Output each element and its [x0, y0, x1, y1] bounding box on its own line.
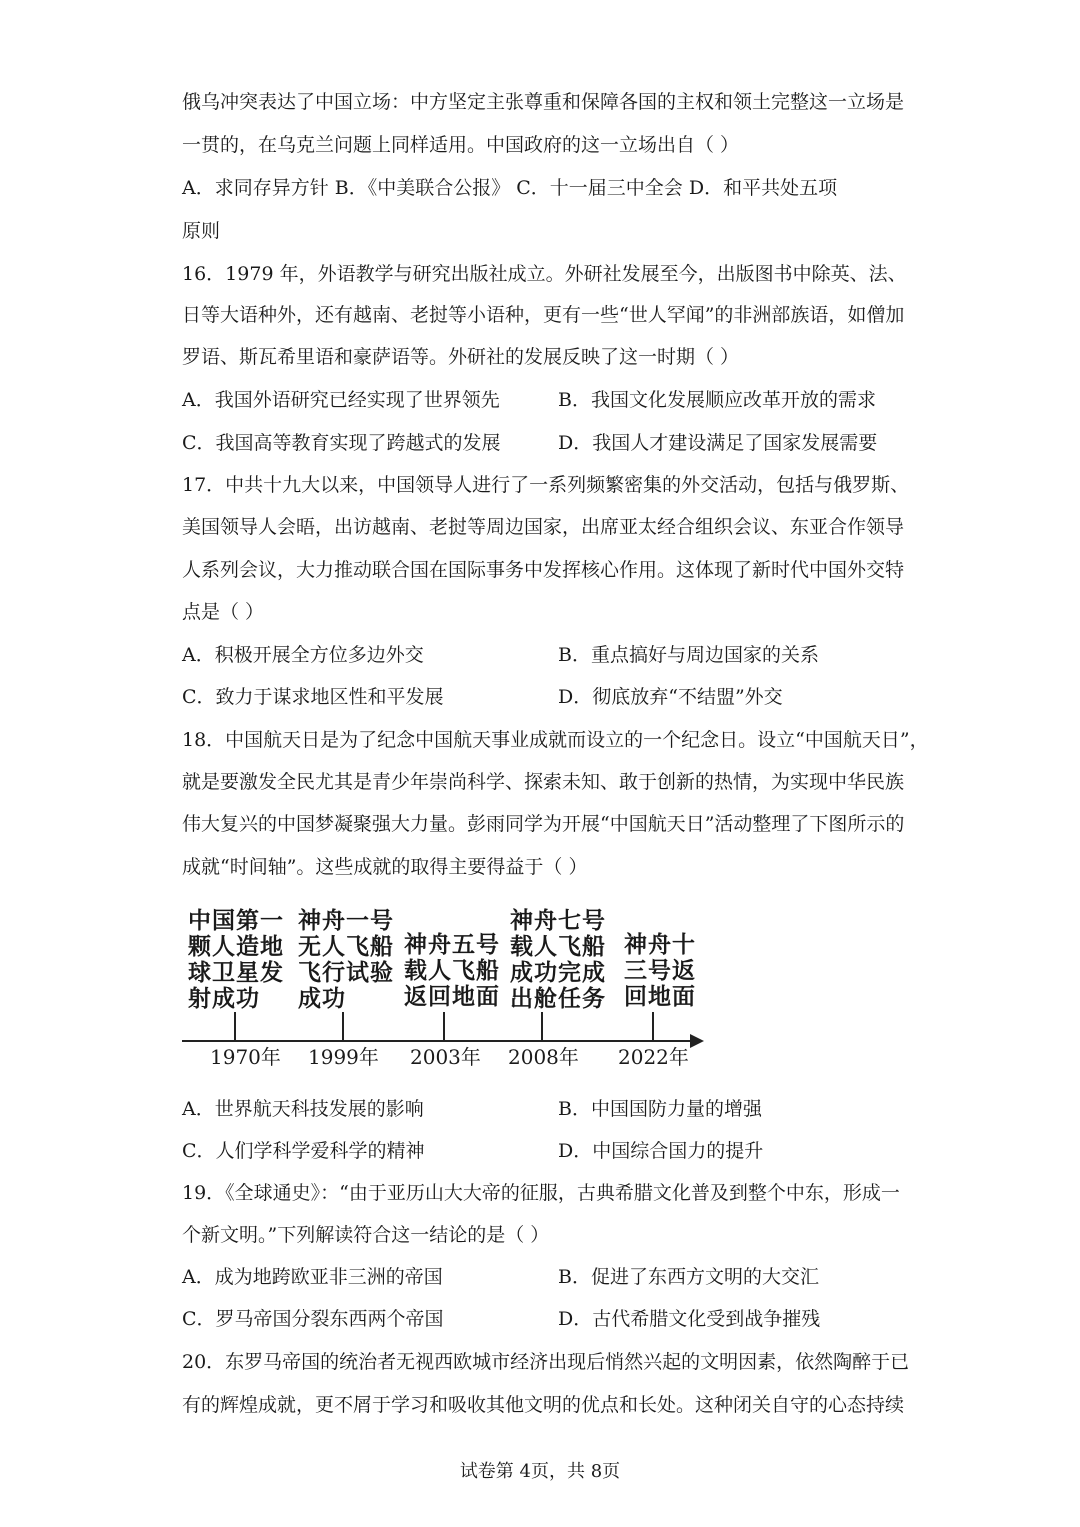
option-17-a: A．积极开展全方位多边外交 [182, 644, 424, 666]
timeline-year: 2008年 [508, 1045, 579, 1069]
event-text: 射成功 [188, 986, 260, 1012]
event-text: 神舟一号 [298, 908, 394, 934]
question-17-line: 美国领导人会晤，出访越南、老挝等周边国家，出席亚太经合组织会议、东亚合作领导 [182, 516, 905, 538]
event-text: 回地面 [624, 984, 696, 1010]
timeline-event [404, 932, 500, 1010]
option-16-c: C．我国高等教育实现了跨越式的发展 [182, 432, 501, 454]
timeline-tick [342, 1012, 344, 1041]
event-text: 三号返 [624, 958, 696, 984]
timeline-year: 1999年 [308, 1045, 379, 1069]
space-achievement-timeline [182, 900, 712, 1080]
option-17-b: B．重点搞好与周边国家的关系 [558, 644, 819, 666]
timeline-tick [541, 1012, 543, 1041]
timeline-axis [182, 1040, 696, 1042]
question-16-line: 日等大语种外，还有越南、老挝等小语种，更有一些“世人罕闻”的非洲部族语，如僧加 [182, 304, 905, 326]
event-text: 飞行试验 [298, 960, 394, 986]
option-18-a: A．世界航天科技发展的影响 [182, 1098, 424, 1120]
question-18-line: 就是要激发全民尤其是青少年崇尚科学、探索未知、敢于创新的热情，为实现中华民族 [182, 771, 905, 793]
question-18-line: 伟大复兴的中国梦凝聚强大力量。彭雨同学为开展“中国航天日”活动整理了下图所示的 [182, 813, 905, 835]
timeline-tick [234, 1012, 236, 1041]
event-text: 载人飞船 [510, 934, 606, 960]
question-17-line: 点是（ ） [182, 601, 265, 623]
text-line: 俄乌冲突表达了中国立场：中方坚定主张尊重和保障各国的主权和领土完整这一立场是 [182, 91, 905, 113]
event-text: 神舟七号 [510, 908, 606, 934]
option-18-c: C．人们学科学爱科学的精神 [182, 1140, 425, 1162]
option-19-a: A．成为地跨欧亚非三洲的帝国 [182, 1266, 443, 1288]
timeline-event [298, 908, 394, 1012]
option-18-d: D．中国综合国力的提升 [558, 1140, 764, 1162]
question-16-line: 罗语、斯瓦希里语和豪萨语等。外研社的发展反映了这一时期（ ） [182, 346, 740, 368]
timeline-arrow [690, 1034, 704, 1048]
option-16-a: A．我国外语研究已经实现了世界领先 [182, 389, 500, 411]
timeline-year: 1970年 [210, 1045, 281, 1069]
question-16-line: 16．1979 年，外语教学与研究出版社成立。外研社发展至今，出版图书中除英、法、 [182, 263, 907, 285]
timeline-event [624, 932, 696, 1010]
text-line: 原则 [182, 220, 221, 242]
text-line: 一贯的，在乌克兰问题上同样适用。中国政府的这一立场出自（ ） [182, 134, 740, 156]
option-19-b: B．促进了东西方文明的大交汇 [558, 1266, 819, 1288]
timeline-tick [652, 1012, 654, 1041]
event-text: 无人飞船 [298, 934, 394, 960]
question-18-line: 成就“时间轴”。这些成就的取得主要得益于（ ） [182, 856, 588, 878]
timeline-tick [443, 1012, 445, 1041]
option-18-b: B．中国国防力量的增强 [558, 1098, 762, 1120]
option-19-d: D．古代希腊文化受到战争摧残 [558, 1308, 821, 1330]
event-text: 成功 [298, 986, 346, 1012]
question-18-line: 18．中国航天日是为了纪念中国航天事业成就而设立的一个纪念日。设立“中国航天日”， [182, 729, 929, 751]
event-text: 神舟十 [624, 932, 696, 958]
event-text: 载人飞船 [404, 958, 500, 984]
question-20-line: 有的辉煌成就，更不屑于学习和吸收其他文明的优点和长处。这种闭关自守的心态持续 [182, 1394, 905, 1416]
page-footer: 试卷第 4页，共 8页 [459, 1461, 621, 1482]
event-text: 返回地面 [404, 984, 500, 1010]
option-19-c: C．罗马帝国分裂东西两个帝国 [182, 1308, 444, 1330]
option-16-b: B．我国文化发展顺应改革开放的需求 [558, 389, 876, 411]
timeline-year: 2022年 [618, 1045, 689, 1069]
question-17-line: 17．中共十九大以来，中国领导人进行了一系列频繁密集的外交活动，包括与俄罗斯、 [182, 474, 910, 496]
event-text: 中国第一 [188, 908, 284, 934]
event-text: 出舱任务 [510, 986, 606, 1012]
question-19-line: 19．《全球通史》：“由于亚历山大大帝的征服，古典希腊文化普及到整个中东，形成一 [182, 1182, 900, 1204]
timeline-year: 2003年 [410, 1045, 481, 1069]
event-text: 神舟五号 [404, 932, 500, 958]
timeline-event [188, 908, 284, 1012]
question-20-line: 20．东罗马帝国的统治者无视西欧城市经济出现后悄然兴起的文明因素，依然陶醉于已 [182, 1351, 910, 1373]
event-text: 颗人造地 [188, 934, 284, 960]
option-17-d: D．彻底放弃“不结盟”外交 [558, 686, 783, 708]
timeline-event [510, 908, 606, 1012]
text-line: A．求同存异方针 B．《中美联合公报》 C．十一届三中全会 D．和平共处五项 [182, 177, 838, 199]
option-17-c: C．致力于谋求地区性和平发展 [182, 686, 444, 708]
event-text: 球卫星发 [188, 960, 284, 986]
question-17-line: 人系列会议，大力推动联合国在国际事务中发挥核心作用。这体现了新时代中国外交特 [182, 559, 905, 581]
question-19-line: 个新文明。”下列解读符合这一结论的是（ ） [182, 1224, 550, 1246]
event-text: 成功完成 [510, 960, 606, 986]
option-16-d: D．我国人才建设满足了国家发展需要 [558, 432, 878, 454]
